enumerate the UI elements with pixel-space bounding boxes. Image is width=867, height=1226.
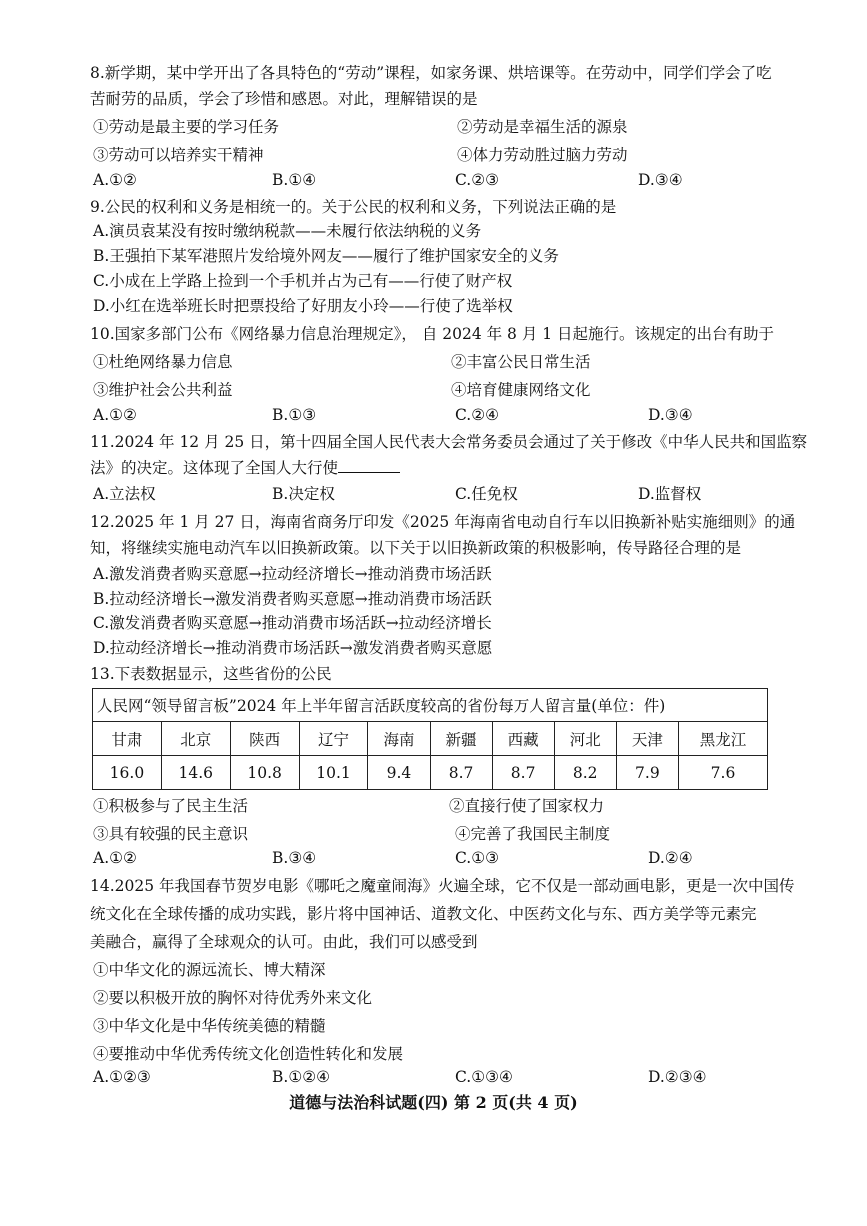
q14-stem-line1: 14.2025 年我国春节贺岁电影《哪吒之魔童闹海》火遍全球，它不仅是一部动画电影，更是一次中国传 xyxy=(90,877,795,895)
q13-option-b: B.③④ xyxy=(272,849,317,867)
q10-stem: 10.国家多部门公布《网络暴力信息治理规定》， 自 2024 年 8 月 1 日起施行。该规定的出台有助于 xyxy=(90,325,775,343)
province-cell: 西藏 xyxy=(492,722,554,756)
table-caption-row xyxy=(93,689,768,722)
q10-statement-3: ③维护社会公共利益 xyxy=(93,381,233,399)
q10-statement-4: ④培育健康网络文化 xyxy=(451,381,591,399)
q10-option-d: D.③④ xyxy=(648,406,693,424)
q13-statement-3: ③具有较强的民主意识 xyxy=(93,825,249,843)
q11-option-b: B.决定权 xyxy=(272,485,335,503)
q9-option-a: A.演员袁某没有按时缴纳税款——未履行依法纳税的义务 xyxy=(93,222,482,240)
q14-statement-1: ①中华文化的源远流长、博大精深 xyxy=(93,961,326,979)
value-cell: 7.6 xyxy=(679,756,768,790)
q8-stem-line2: 苦耐劳的品质，学会了珍惜和感恩。对此，理解错误的是 xyxy=(90,90,478,108)
q14-statement-4: ④要推动中华优秀传统文化创造性转化和发展 xyxy=(93,1045,404,1063)
q12-option-d: D.拉动经济增长→推动消费市场活跃→激发消费者购买意愿 xyxy=(93,639,493,657)
q11-stem-line2 xyxy=(90,458,400,478)
q11-answer-blank xyxy=(338,458,400,473)
q11-option-c: C.任免权 xyxy=(455,485,518,503)
q8-statement-4: ④体力劳动胜过脑力劳动 xyxy=(457,146,628,164)
q13-statement-4: ④完善了我国民主制度 xyxy=(455,825,611,843)
q10-statement-2: ②丰富公民日常生活 xyxy=(451,353,591,371)
q11-stem-line1: 11.2024 年 12 月 25 日，第十四届全国人民代表大会常务委员会通过了关于修改《中华人民共和国监察 xyxy=(90,433,808,451)
value-cell: 8.7 xyxy=(492,756,554,790)
q9-option-d: D.小红在选举班长时把票投给了好朋友小玲——行使了选举权 xyxy=(93,297,513,315)
province-cell: 黑龙江 xyxy=(679,722,768,756)
table-row-values xyxy=(93,756,768,790)
province-cell: 河北 xyxy=(554,722,616,756)
q13-statement-1: ①积极参与了民主生活 xyxy=(93,797,249,815)
q10-option-b: B.①③ xyxy=(272,406,317,424)
value-cell: 8.2 xyxy=(554,756,616,790)
q14-option-c: C.①③④ xyxy=(455,1068,513,1086)
value-cell: 7.9 xyxy=(616,756,678,790)
value-cell: 10.8 xyxy=(230,756,299,790)
value-cell: 14.6 xyxy=(161,756,230,790)
q11-stem-text: 法》的决定。这体现了全国人大行使 xyxy=(90,459,339,477)
page-footer: 道德与法治科试题(四) 第 2 页(共 4 页) xyxy=(289,1093,578,1112)
q10-option-a: A.①② xyxy=(93,406,137,424)
province-cell: 海南 xyxy=(368,722,430,756)
q12-option-b: B.拉动经济增长→激发消费者购买意愿→推动消费市场活跃 xyxy=(93,590,492,608)
q10-statement-1: ①杜绝网络暴力信息 xyxy=(93,353,233,371)
province-cell: 新疆 xyxy=(430,722,492,756)
q13-option-c: C.①③ xyxy=(455,849,500,867)
q13-stem: 13.下表数据显示，这些省份的公民 xyxy=(90,665,332,683)
q13-option-a: A.①② xyxy=(93,849,137,867)
table-caption: 人民网“领导留言板”2024 年上半年留言活跃度较高的省份每万人留言量(单位：件) xyxy=(93,689,768,722)
q13-option-d: D.②④ xyxy=(648,849,693,867)
q11-option-d: D.监督权 xyxy=(638,485,702,503)
q14-option-d: D.②③④ xyxy=(648,1068,707,1086)
q14-option-b: B.①②④ xyxy=(272,1068,331,1086)
q14-stem-line2: 统文化在全球传播的成功实践，影片将中国神话、道教文化、中医药文化与东、西方美学等元素完 xyxy=(90,905,757,923)
q8-stem-line1: 8.新学期，某中学开出了各具特色的“劳动”课程，如家务课、烘培课等。在劳动中，同学们学会了吃 xyxy=(90,64,772,82)
q14-statement-3: ③中华文化是中华传统美德的精髓 xyxy=(93,1017,326,1035)
q12-stem-line2: 知，将继续实施电动汽车以旧换新政策。以下关于以旧换新政策的积极影响，传导路径合理的是 xyxy=(90,539,742,557)
value-cell: 9.4 xyxy=(368,756,430,790)
q13-data-table xyxy=(92,688,768,790)
value-cell: 8.7 xyxy=(430,756,492,790)
q14-statement-2: ②要以积极开放的胸怀对待优秀外来文化 xyxy=(93,989,373,1007)
q12-option-a: A.激发消费者购买意愿→拉动经济增长→推动消费市场活跃 xyxy=(93,565,492,583)
q14-stem-line3: 美融合，赢得了全球观众的认可。由此，我们可以感受到 xyxy=(90,933,478,951)
q11-option-a: A.立法权 xyxy=(93,485,156,503)
province-cell: 辽宁 xyxy=(299,722,368,756)
q9-option-c: C.小成在上学路上捡到一个手机并占为己有——行使了财产权 xyxy=(93,272,513,290)
province-cell: 天津 xyxy=(616,722,678,756)
province-cell: 北京 xyxy=(161,722,230,756)
value-cell: 16.0 xyxy=(93,756,162,790)
q8-statement-1: ①劳动是最主要的学习任务 xyxy=(93,118,280,136)
q12-option-c: C.激发消费者购买意愿→推动消费市场活跃→拉动经济增长 xyxy=(93,614,492,632)
q14-option-a: A.①②③ xyxy=(93,1068,151,1086)
q8-option-c: C.②③ xyxy=(455,171,500,189)
q9-stem: 9.公民的权利和义务是相统一的。关于公民的权利和义务，下列说法正确的是 xyxy=(90,198,617,216)
q8-option-a: A.①② xyxy=(93,171,137,189)
q13-statement-2: ②直接行使了国家权力 xyxy=(449,797,605,815)
q9-option-b: B.王强拍下某军港照片发给境外网友——履行了维护国家安全的义务 xyxy=(93,247,559,265)
q8-option-b: B.①④ xyxy=(272,171,317,189)
q8-statement-2: ②劳动是幸福生活的源泉 xyxy=(457,118,628,136)
q10-option-c: C.②④ xyxy=(455,406,500,424)
province-cell: 陕西 xyxy=(230,722,299,756)
q8-statement-3: ③劳动可以培养实干精神 xyxy=(93,146,264,164)
table-row-provinces xyxy=(93,722,768,756)
q8-option-d: D.③④ xyxy=(638,171,683,189)
q12-stem-line1: 12.2025 年 1 月 27 日，海南省商务厅印发《2025 年海南省电动自行车以旧换新补贴实施细则》的通 xyxy=(90,513,796,531)
value-cell: 10.1 xyxy=(299,756,368,790)
province-cell: 甘肃 xyxy=(93,722,162,756)
